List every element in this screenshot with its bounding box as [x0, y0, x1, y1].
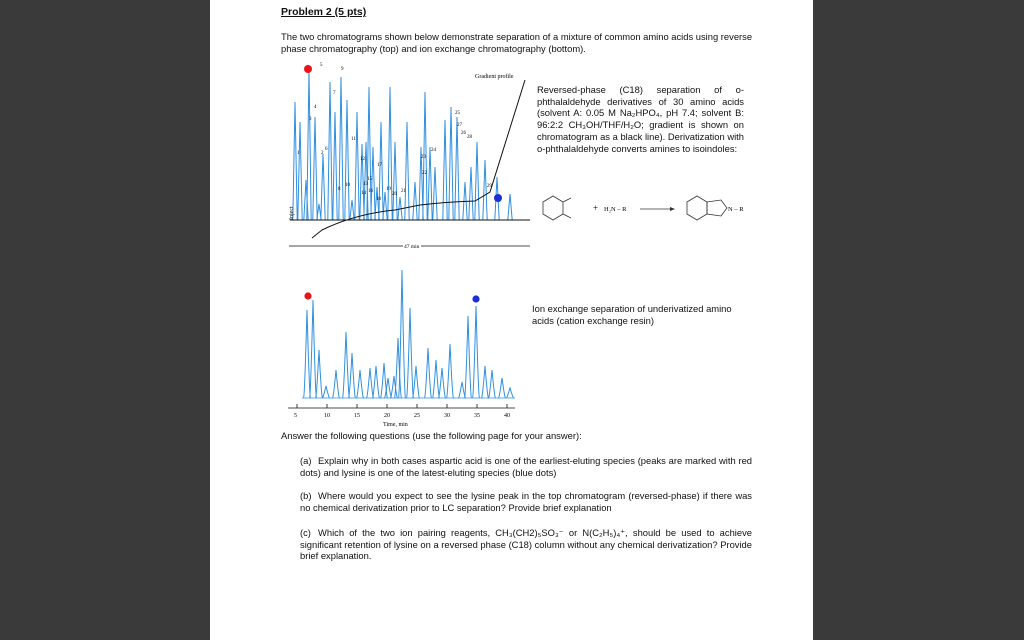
time-axis-ticks — [294, 404, 510, 419]
aspartic-acid-marker-bottom — [304, 292, 311, 299]
top-peak — [393, 142, 397, 220]
top-peak — [469, 167, 473, 220]
bottom-peak — [433, 360, 440, 398]
bottom-peak — [323, 386, 330, 398]
top-peak-label: 5 — [320, 63, 323, 68]
bottom-peak — [465, 316, 472, 398]
time-tick-label: 20 — [384, 413, 390, 419]
derivatization-reaction — [535, 192, 760, 232]
top-peak — [428, 147, 432, 220]
top-peak — [307, 70, 311, 220]
top-peak-label: 26 — [461, 131, 466, 136]
question-c-text: Which of the two ion pairing reagents, CH₃(CH2)₅SO₃⁻ or N(C₂H₅)₄⁺, should be used to achieve significant retention of lysine on a reversed phase (C18) column without any chemical derivatization? Provide brief explanation. — [300, 527, 752, 562]
bottom-peak — [413, 366, 420, 398]
time-axis-label: Time, min — [383, 422, 408, 428]
top-peak — [345, 100, 349, 220]
top-peak — [483, 160, 487, 220]
reversed-phase-description: Reversed-phase (C18) separation of o-phthalaldehyde derivatives of 30 amino acids (solvent A: 0.05 M Na₂HPO₄, pH 7.4; solvent B: 96:2:2 CH₃OH/THF/H₂O; gradient is shown on chromatogram as a black line). Derivatization with o-phthalaldehyde converts amines to isoindoles: — [537, 84, 744, 154]
top-peak — [321, 154, 325, 220]
isoindole-pyrrole-ring — [707, 200, 727, 216]
top-peak-label: 12 — [360, 157, 365, 162]
top-peak — [298, 122, 302, 220]
top-peak-label: 29 — [487, 184, 492, 189]
time-tick-label: 5 — [294, 413, 297, 419]
reaction-arrowhead — [670, 207, 675, 211]
bottom-peak — [447, 344, 454, 398]
bottom-peak — [439, 368, 446, 398]
top-peak — [433, 167, 437, 220]
bottom-peak — [349, 353, 356, 398]
top-peak — [475, 142, 479, 220]
bottom-peak — [489, 370, 496, 398]
opa-benzene-ring — [543, 196, 563, 220]
top-peak-label: 20 — [392, 192, 397, 197]
top-peak-label: 11 — [351, 137, 356, 142]
top-peak-label: 21 — [401, 189, 406, 194]
top-peak-label: 2 — [321, 151, 324, 156]
time-tick-label: 15 — [354, 413, 360, 419]
problem-title: Problem 2 (5 pts) — [281, 6, 367, 18]
top-peak — [371, 147, 375, 220]
top-peak-label: 14 — [361, 191, 366, 196]
bottom-peak — [425, 348, 432, 398]
bottom-peak — [381, 363, 388, 398]
top-peak-label: 18 — [376, 197, 381, 202]
top-peak-label: 13 — [363, 182, 368, 187]
inject-label: Inject — [289, 206, 295, 220]
bottom-peak — [407, 308, 414, 398]
top-peak-label: 6 — [325, 147, 328, 152]
top-peak — [443, 120, 447, 220]
top-peak — [508, 194, 512, 220]
bottom-peak — [304, 310, 311, 398]
product-label: N – R — [728, 206, 744, 213]
isoindole-benzene-ring — [687, 196, 707, 220]
aspartic-acid-marker-top — [304, 65, 312, 73]
time-tick-label: 30 — [444, 413, 450, 419]
top-peak-labels — [297, 63, 493, 202]
top-peak-label: 17 — [377, 163, 382, 168]
top-peak — [367, 87, 371, 220]
document-page — [210, 0, 813, 640]
time-span-label: 47 min — [404, 244, 420, 250]
top-peak-label: 23 — [421, 155, 426, 160]
top-peak — [413, 182, 417, 220]
top-peak-label: 8 — [338, 187, 341, 192]
top-peak — [455, 117, 459, 220]
question-c — [300, 527, 752, 562]
question-b — [300, 490, 752, 513]
top-peak-label: 7 — [333, 91, 336, 96]
top-peak — [328, 82, 332, 220]
bottom-peak — [507, 388, 514, 398]
top-peak — [333, 112, 337, 220]
top-peak-label: 22 — [422, 171, 427, 176]
reversed-phase-chromatogram — [275, 62, 535, 277]
bottom-peak — [357, 370, 364, 398]
top-peak-label: 19 — [386, 187, 391, 192]
time-tick-label: 10 — [324, 413, 330, 419]
time-tick-label: 25 — [414, 413, 420, 419]
top-peak-label: 15 — [367, 177, 372, 182]
top-peak — [449, 107, 453, 220]
bottom-peak — [459, 382, 466, 398]
bottom-peak — [473, 306, 480, 398]
top-peak — [350, 200, 354, 220]
top-peaks — [293, 70, 512, 220]
bottom-peak — [399, 270, 406, 398]
opa-aldehyde-groups — [563, 198, 571, 218]
bottom-peak — [316, 350, 323, 398]
question-b-text: Where would you expect to see the lysine peak in the top chromatogram (reversed-phase) if there was no chemical derivatization prior to LC separation? Provide brief explanation — [300, 490, 752, 513]
top-peak — [339, 77, 343, 220]
time-tick-label: 40 — [504, 413, 510, 419]
top-peak — [405, 122, 409, 220]
top-peak-label: 10 — [345, 183, 350, 188]
lysine-marker-bottom — [472, 295, 479, 302]
top-peak-label: 28 — [467, 135, 472, 140]
questions-intro: Answer the following questions (use the following page for your answer): — [281, 430, 582, 441]
question-a-label: (a) — [300, 455, 312, 466]
top-peak — [293, 102, 297, 220]
reagent-label: H₂N – R — [604, 206, 627, 213]
bottom-peak — [333, 370, 340, 398]
question-b-label: (b) — [300, 490, 312, 501]
bottom-peak — [482, 366, 489, 398]
bottom-peak — [499, 378, 506, 398]
ion-exchange-chromatogram — [280, 258, 530, 430]
bottom-peak — [373, 366, 380, 398]
bottom-peak — [367, 368, 374, 398]
bottom-peaks — [302, 270, 515, 398]
top-peak — [383, 192, 387, 220]
bottom-peak — [310, 300, 317, 398]
question-a — [300, 455, 752, 478]
problem-intro: The two chromatograms shown below demonstrate separation of a mixture of common amino acids using reverse phase chromatography (top) and ion exchange chromatography (bottom). — [281, 31, 753, 54]
bottom-peak — [343, 332, 350, 398]
top-peak — [313, 117, 317, 220]
top-peak-label: 24 — [431, 148, 436, 153]
question-a-text: Explain why in both cases aspartic acid is one of the earliest-eluting species (peaks are marked with red dots) and lysine is one of the latest-eluting species (blue dots) — [300, 455, 752, 478]
top-peak — [379, 122, 383, 220]
top-peak-label: 9 — [341, 67, 344, 72]
top-peak-label: 16 — [368, 189, 373, 194]
top-peak — [355, 112, 359, 220]
question-c-label: (c) — [300, 527, 311, 538]
top-peak-label: 3 — [309, 117, 312, 122]
top-peak — [388, 87, 392, 220]
time-tick-label: 35 — [474, 413, 480, 419]
lysine-marker-top — [494, 194, 502, 202]
top-peak-label: 25 — [455, 111, 460, 116]
ion-exchange-description: Ion exchange separation of underivatized amino acids (cation exchange resin) — [532, 303, 732, 326]
gradient-label: Gradient profile — [475, 74, 514, 80]
top-peak-label: 4 — [314, 105, 317, 110]
plus-sign: + — [593, 203, 599, 213]
top-peak-label: 27 — [457, 123, 462, 128]
top-peak-label: 1 — [297, 151, 300, 156]
